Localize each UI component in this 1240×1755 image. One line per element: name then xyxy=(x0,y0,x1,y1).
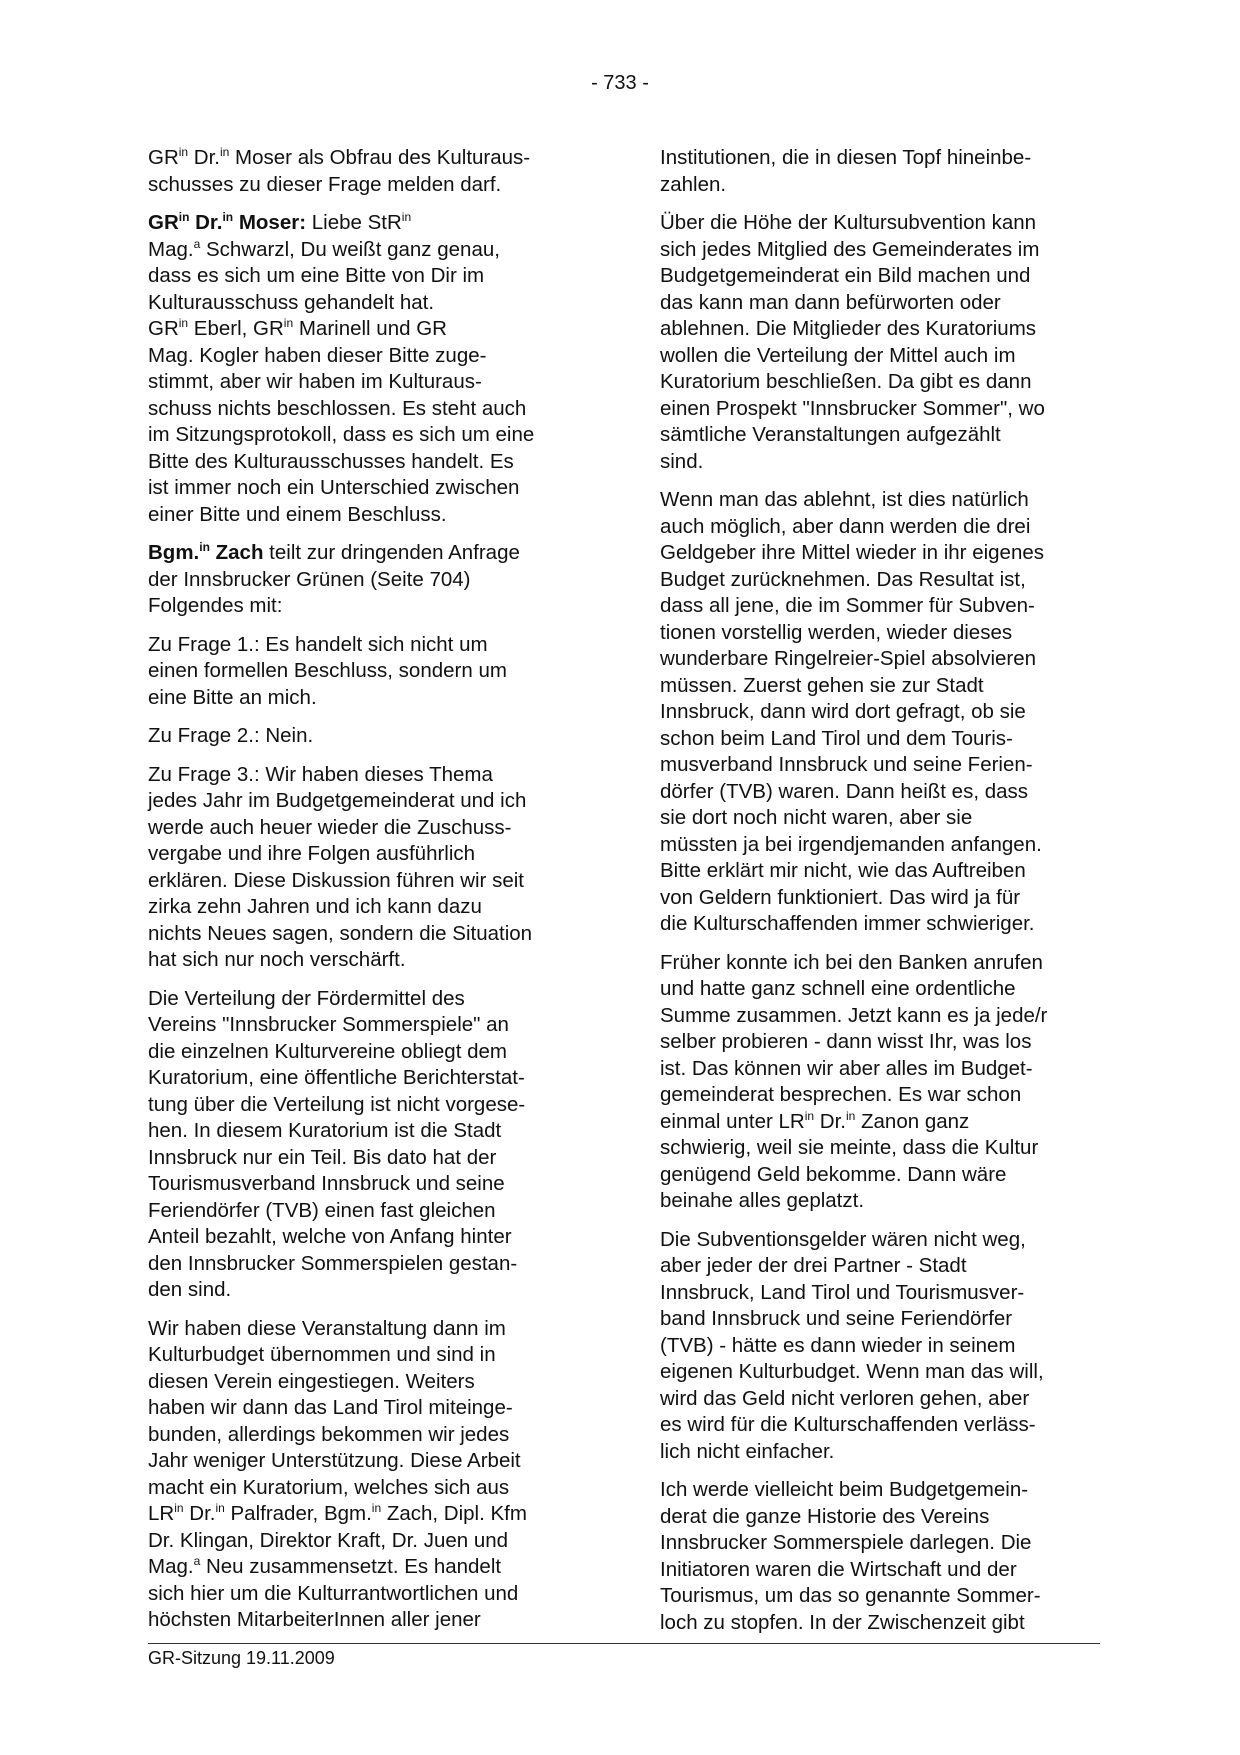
text-line xyxy=(148,593,588,620)
text-run: wird das Geld nicht verloren gehen, aber xyxy=(660,1386,1030,1410)
right-column xyxy=(660,145,1100,1648)
text-run: Dr. xyxy=(183,1502,216,1525)
text-line xyxy=(148,1581,588,1608)
text-run: Dr. xyxy=(814,1109,846,1133)
text-run: Geldgeber ihre Mittel wieder in ihr eigenes xyxy=(660,541,1045,564)
text-line xyxy=(660,422,1100,449)
text-line xyxy=(660,646,1100,673)
text-run: auch möglich, aber dann werden die drei xyxy=(660,514,1031,538)
text-run: Innsbruck, dann wird dort gefragt, ob sie xyxy=(660,700,1026,723)
paragraph xyxy=(660,1477,1100,1636)
text-run: Innsbruck nur ein Teil. Bis dato hat der xyxy=(148,1145,497,1169)
text-run: zahlen. xyxy=(660,172,727,196)
text-run: zirka zehn Jahren und ich kann dazu xyxy=(148,895,482,918)
paragraph xyxy=(660,487,1100,938)
text-run: Moser als Obfrau des Kulturaus- xyxy=(229,146,531,169)
text-line xyxy=(660,1280,1100,1307)
speaker-name: Zach xyxy=(209,541,264,564)
text-line xyxy=(148,1369,588,1396)
text-run: Mag. xyxy=(148,237,194,261)
paragraph xyxy=(660,210,1100,475)
text-run: den Innsbrucker Sommerspielen gestan- xyxy=(148,1251,518,1275)
text-run: einer Bitte und einem Beschluss. xyxy=(148,502,447,526)
text-run: Innsbruck, Land Tirol und Tourismusver- xyxy=(660,1280,1025,1304)
text-run: einmal unter LR xyxy=(660,1109,805,1133)
footer-divider xyxy=(148,1643,1100,1644)
text-run: Palfrader, Bgm. xyxy=(224,1502,372,1525)
text-run: Liebe StR xyxy=(306,211,402,234)
text-line xyxy=(660,1029,1100,1056)
text-run: hat sich nur noch verschärft. xyxy=(148,948,406,971)
superscript: in xyxy=(222,210,234,224)
text-line xyxy=(148,1251,588,1278)
text-run: sich hier um die Kulturrantwortlichen und xyxy=(148,1581,519,1605)
text-run: gemeinderat besprechen. Es war schon xyxy=(660,1083,1022,1106)
text-run: (TVB) - hätte es dann wieder in seinem xyxy=(660,1333,1016,1357)
text-line xyxy=(660,752,1100,779)
text-line xyxy=(148,567,588,594)
text-line xyxy=(660,290,1100,317)
text-run: ist immer noch ein Unterschied zwischen xyxy=(148,476,520,499)
superscript: a xyxy=(193,236,201,251)
text-run: sämtliche Veranstaltungen aufgezählt xyxy=(660,423,1001,446)
text-line xyxy=(148,475,588,502)
text-run: aber jeder der drei Partner - Stadt xyxy=(660,1254,967,1277)
text-run: vergabe und ihre Folgen ausführlich xyxy=(148,842,476,865)
text-run: die einzelnen Kulturvereine obliegt dem xyxy=(148,1039,507,1063)
speaker-name: Bgm. xyxy=(148,541,200,564)
superscript: in xyxy=(215,1501,225,1515)
text-line xyxy=(660,145,1100,172)
superscript: in xyxy=(178,145,189,159)
text-line xyxy=(148,502,588,529)
text-line xyxy=(660,1530,1100,1557)
text-line xyxy=(148,1528,588,1555)
text-run: die Kulturschaffenden immer schwieriger. xyxy=(660,912,1035,935)
text-line xyxy=(660,1003,1100,1030)
text-line xyxy=(148,1342,588,1369)
text-run: höchsten MitarbeiterInnen aller jener xyxy=(148,1608,481,1631)
text-run: das kann man dann befürworten oder xyxy=(660,290,1001,314)
paragraph xyxy=(660,145,1100,198)
text-line xyxy=(660,1082,1100,1109)
text-run: loch zu stopfen. In der Zwischenzeit gibt xyxy=(660,1610,1025,1634)
text-run: Folgendes mit: xyxy=(148,594,283,617)
text-line xyxy=(660,976,1100,1003)
text-line xyxy=(660,1162,1100,1189)
text-line xyxy=(660,1557,1100,1584)
text-run: im Sitzungsprotokoll, dass es sich um eine xyxy=(148,423,535,446)
text-line xyxy=(148,947,588,974)
text-line xyxy=(148,237,588,264)
text-run: Neu zusammensetzt. Es handelt xyxy=(200,1555,502,1578)
text-run: LR xyxy=(148,1502,175,1525)
text-run: Kulturausschuss gehandelt hat. xyxy=(148,290,435,314)
text-run: beinahe alles geplatzt. xyxy=(660,1189,865,1212)
text-line xyxy=(148,316,588,343)
superscript: in xyxy=(178,316,189,330)
text-line xyxy=(148,263,588,290)
text-run: Tourismusverband Innsbruck und seine xyxy=(148,1172,505,1195)
text-line xyxy=(148,290,588,317)
text-line xyxy=(148,1118,588,1145)
text-run: müssten ja bei irgendjemanden anfangen. xyxy=(660,832,1042,856)
text-run: der Innsbrucker Grünen (Seite 704) xyxy=(148,567,471,591)
text-run: Dr. xyxy=(188,146,220,169)
text-run: Feriendörfer (TVB) einen fast gleichen xyxy=(148,1198,496,1222)
text-run: Die Verteilung der Fördermittel des xyxy=(148,986,465,1010)
text-run: Budgetgemeinderat ein Bild machen und xyxy=(660,264,1031,287)
text-line xyxy=(660,514,1100,541)
text-run: Tourismus, um das so genannte Sommer- xyxy=(660,1584,1041,1607)
text-run: musverband Innsbruck und seine Ferien- xyxy=(660,753,1033,776)
text-line xyxy=(148,658,588,685)
text-run: ablehnen. Die Mitglieder des Kuratoriums xyxy=(660,317,1037,340)
text-run: sie dort noch nicht waren, aber sie xyxy=(660,806,973,829)
text-run: GR xyxy=(148,317,179,340)
text-run: Wir haben diese Veranstaltung dann im xyxy=(148,1316,506,1340)
text-line xyxy=(660,593,1100,620)
text-run: Innsbrucker Sommerspiele darlegen. Die xyxy=(660,1531,1032,1554)
text-line xyxy=(148,540,588,567)
text-line xyxy=(660,726,1100,753)
text-run: diesen Verein eingestiegen. Weiters xyxy=(148,1369,475,1393)
text-line xyxy=(148,145,588,172)
text-run: Eberl, GR xyxy=(188,317,284,340)
text-run: Schwarzl, Du weißt ganz genau, xyxy=(200,237,500,261)
superscript: in xyxy=(401,210,412,224)
text-line xyxy=(660,1056,1100,1083)
text-line xyxy=(148,1092,588,1119)
superscript: in xyxy=(174,1501,184,1515)
text-line xyxy=(148,921,588,948)
text-run: von Geldern funktioniert. Das wird ja für xyxy=(660,885,1021,909)
text-run: schuss nichts beschlossen. Es steht auch xyxy=(148,396,527,420)
text-run: Kuratorium beschließen. Da gibt es dann xyxy=(660,370,1032,393)
paragraph xyxy=(660,950,1100,1215)
text-line xyxy=(660,263,1100,290)
footer-text: GR-Sitzung 19.11.2009 xyxy=(148,1648,335,1668)
text-run: Zach, Dipl. Kfm xyxy=(381,1502,527,1525)
text-run: Anteil bezahlt, welche von Anfang hinter xyxy=(148,1225,512,1248)
text-line xyxy=(148,868,588,895)
text-line xyxy=(148,1224,588,1251)
text-run: sich jedes Mitglied des Gemeinderates im xyxy=(660,237,1040,261)
superscript: in xyxy=(220,145,230,159)
text-run: Jahr weniger Unterstützung. Diese Arbeit xyxy=(148,1449,521,1472)
text-run: einen Prospekt "Innsbrucker Sommer", wo xyxy=(660,396,1045,420)
text-line xyxy=(660,1386,1100,1413)
text-run: Mag. Kogler haben dieser Bitte zuge- xyxy=(148,343,487,367)
text-run: tionen vorstellig werden, wieder dieses xyxy=(660,620,1013,644)
text-run: Kulturbudget übernommen und sind in xyxy=(148,1343,496,1366)
paragraph xyxy=(148,723,588,750)
text-line xyxy=(660,567,1100,594)
text-line xyxy=(148,1145,588,1172)
text-line xyxy=(660,343,1100,370)
text-line xyxy=(660,1227,1100,1254)
text-run: Zu Frage 3.: Wir haben dieses Thema xyxy=(148,762,493,786)
text-line xyxy=(660,1333,1100,1360)
superscript: in xyxy=(371,1501,382,1515)
text-run: GR xyxy=(148,146,179,169)
text-line xyxy=(660,805,1100,832)
text-run: band Innsbruck und seine Feriendörfer xyxy=(660,1307,1013,1330)
text-line xyxy=(148,1422,588,1449)
text-line xyxy=(660,172,1100,199)
text-run: eigenen Kulturbudget. Wenn man das will, xyxy=(660,1360,1044,1383)
text-run: Institutionen, die in diesen Topf hineinbe- xyxy=(660,146,1032,169)
text-line xyxy=(660,1583,1100,1610)
text-run: dass es sich um eine Bitte von Dir im xyxy=(148,264,485,287)
text-run: werde auch heuer wieder die Zuschuss- xyxy=(148,815,512,839)
paragraph xyxy=(148,145,588,198)
text-line xyxy=(660,1135,1100,1162)
text-line xyxy=(148,1012,588,1039)
text-line xyxy=(660,1188,1100,1215)
text-run: Die Subventionsgelder wären nicht weg, xyxy=(660,1227,1026,1251)
text-line xyxy=(148,1316,588,1343)
text-run: Budget zurücknehmen. Das Resultat ist, xyxy=(660,567,1026,591)
text-run: Zu Frage 1.: Es handelt sich nicht um xyxy=(148,632,488,656)
text-line xyxy=(660,1359,1100,1386)
text-line xyxy=(148,1065,588,1092)
text-run: und hatte ganz schnell eine ordentliche xyxy=(660,977,1016,1000)
text-run: es wird für die Kulturschaffenden verläss- xyxy=(660,1413,1036,1436)
text-run: bunden, allerdings bekommen wir jedes xyxy=(148,1422,510,1446)
text-run: Ich werde vielleicht beim Budgetgemein- xyxy=(660,1478,1029,1501)
text-run: Bitte des Kulturausschusses handelt. Es xyxy=(148,449,514,473)
text-line xyxy=(660,673,1100,700)
superscript: in xyxy=(845,1108,856,1123)
text-run: dörfer (TVB) waren. Dann heißt es, dass xyxy=(660,779,1029,803)
text-run: schwierig, weil sie meinte, dass die Kultur xyxy=(660,1136,1039,1159)
text-run: eine Bitte an mich. xyxy=(148,685,317,709)
text-line xyxy=(660,540,1100,567)
text-line xyxy=(148,1607,588,1634)
text-run: Vereins "Innsbrucker Sommerspiele" an xyxy=(148,1013,509,1036)
text-run: dass all jene, die im Sommer für Subven- xyxy=(660,594,1035,617)
text-line xyxy=(660,950,1100,977)
text-line xyxy=(660,487,1100,514)
paragraph xyxy=(148,540,588,620)
text-run: selber probieren - dann wisst Ihr, was los xyxy=(660,1030,1032,1053)
text-line xyxy=(660,369,1100,396)
paragraph xyxy=(148,210,588,528)
paragraph xyxy=(148,1316,588,1634)
text-line xyxy=(148,343,588,370)
text-line xyxy=(148,1501,588,1528)
text-line xyxy=(660,699,1100,726)
paragraph xyxy=(148,762,588,974)
text-run: macht ein Kuratorium, welches sich aus xyxy=(148,1475,510,1499)
text-line xyxy=(148,815,588,842)
text-run: ist. Das können wir aber alles im Budget- xyxy=(660,1056,1033,1080)
text-line xyxy=(148,210,588,237)
speaker-name: GR xyxy=(148,211,179,234)
text-line xyxy=(148,894,588,921)
text-run: haben wir dann das Land Tirol miteinge- xyxy=(148,1396,513,1419)
text-line xyxy=(660,858,1100,885)
text-run: Über die Höhe der Kultursubvention kann xyxy=(660,211,1037,234)
text-line xyxy=(148,1277,588,1304)
superscript: in xyxy=(283,316,294,330)
text-line xyxy=(148,422,588,449)
left-column xyxy=(148,145,588,1646)
text-line xyxy=(660,1439,1100,1466)
text-line xyxy=(660,237,1100,264)
text-line xyxy=(148,1395,588,1422)
text-run: lich nicht einfacher. xyxy=(660,1439,835,1463)
text-line xyxy=(148,723,588,750)
page-number: - 733 - xyxy=(591,72,649,94)
speaker-name: Dr. xyxy=(189,211,223,234)
text-line xyxy=(148,449,588,476)
text-run: wunderbare Ringelreier-Spiel absolvieren xyxy=(660,647,1037,670)
text-line xyxy=(660,911,1100,938)
text-run: hen. In diesem Kuratorium ist die Stadt xyxy=(148,1119,502,1142)
text-run: Dr. Klingan, Direktor Kraft, Dr. Juen und xyxy=(148,1528,509,1552)
text-line xyxy=(660,885,1100,912)
text-line xyxy=(660,1253,1100,1280)
text-run: Mag. xyxy=(148,1555,194,1578)
text-run: teilt zur dringenden Anfrage xyxy=(263,541,520,564)
paragraph xyxy=(660,1227,1100,1466)
text-line xyxy=(148,1475,588,1502)
text-line xyxy=(148,841,588,868)
text-line xyxy=(148,788,588,815)
text-run: tung über die Verteilung ist nicht vorgese- xyxy=(148,1092,526,1116)
text-line xyxy=(660,832,1100,859)
superscript: in xyxy=(178,210,190,224)
superscript: in xyxy=(199,540,210,554)
text-run: Initiatoren waren die Wirtschaft und der xyxy=(660,1557,1017,1581)
text-run: müssen. Zuerst gehen sie zur Stadt xyxy=(660,673,984,697)
text-run: Zu Frage 2.: Nein. xyxy=(148,724,314,747)
text-run: den sind. xyxy=(148,1278,232,1301)
text-run: stimmt, aber wir haben im Kulturaus- xyxy=(148,370,482,393)
text-line xyxy=(148,1448,588,1475)
text-line xyxy=(148,369,588,396)
text-line xyxy=(660,1477,1100,1504)
text-run: erklären. Diese Diskussion führen wir seit xyxy=(148,868,524,892)
text-line xyxy=(148,986,588,1013)
text-line xyxy=(148,685,588,712)
text-run: Zanon ganz xyxy=(855,1109,970,1133)
text-line xyxy=(148,762,588,789)
text-line xyxy=(148,1554,588,1581)
text-run: Bitte erklärt mir nicht, wie das Auftreiben xyxy=(660,859,1026,882)
text-run: genügend Geld bekomme. Dann wäre xyxy=(660,1162,1007,1186)
text-run: wollen die Verteilung der Mittel auch im xyxy=(660,343,1016,367)
text-run: nichts Neues sagen, sondern die Situation xyxy=(148,921,533,945)
text-line xyxy=(660,396,1100,423)
text-run: jedes Jahr im Budgetgemeinderat und ich xyxy=(148,789,527,812)
text-line xyxy=(660,1109,1100,1136)
text-run: schon beim Land Tirol und dem Touris- xyxy=(660,726,1013,750)
text-line xyxy=(660,316,1100,343)
superscript: in xyxy=(804,1108,815,1123)
text-line xyxy=(148,632,588,659)
text-line xyxy=(660,1306,1100,1333)
text-line xyxy=(148,396,588,423)
text-run: derat die ganze Historie des Vereins xyxy=(660,1504,990,1528)
text-line xyxy=(148,1171,588,1198)
text-line xyxy=(660,1610,1100,1637)
text-run: Früher konnte ich bei den Banken anrufen xyxy=(660,950,1043,974)
text-run: Wenn man das ablehnt, ist dies natürlich xyxy=(660,488,1029,511)
text-line xyxy=(660,620,1100,647)
text-run: Summe zusammen. Jetzt kann es ja jede/r xyxy=(660,1003,1048,1027)
superscript: a xyxy=(193,1554,201,1568)
paragraph xyxy=(148,632,588,712)
text-run: Marinell und GR xyxy=(293,317,447,340)
text-line xyxy=(660,1412,1100,1439)
text-line xyxy=(660,210,1100,237)
text-line xyxy=(660,1504,1100,1531)
text-line xyxy=(660,779,1100,806)
text-line xyxy=(660,449,1100,476)
speaker-name: Moser: xyxy=(233,211,307,234)
text-run: sind. xyxy=(660,449,704,473)
text-line xyxy=(148,1039,588,1066)
paragraph xyxy=(148,986,588,1304)
text-run: schusses zu dieser Frage melden darf. xyxy=(148,172,502,196)
text-line xyxy=(148,172,588,199)
text-run: Kuratorium, eine öffentliche Berichterstat- xyxy=(148,1066,525,1089)
text-run: einen formellen Beschluss, sondern um xyxy=(148,659,507,682)
text-line xyxy=(148,1198,588,1225)
